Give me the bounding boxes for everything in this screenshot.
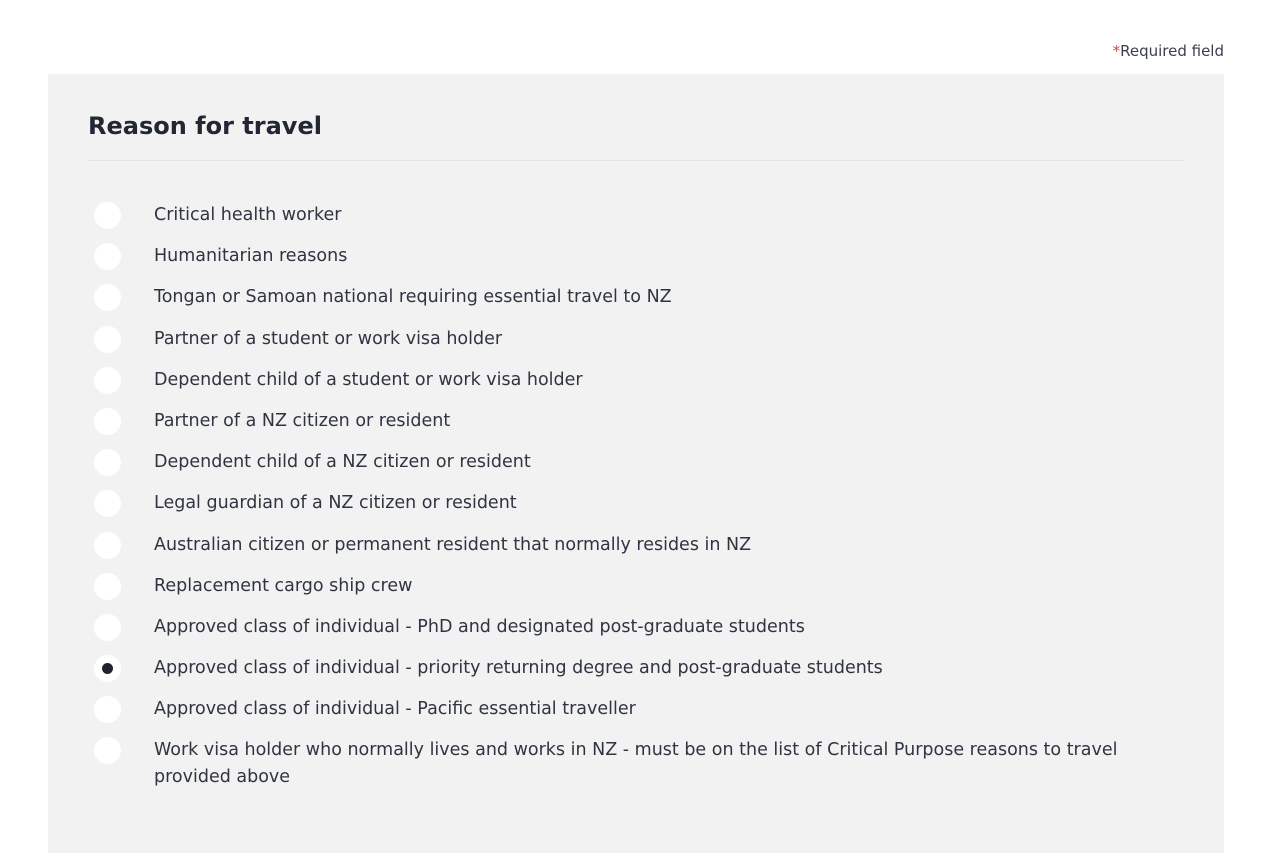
radio-option[interactable] bbox=[94, 236, 1164, 277]
radio-option[interactable] bbox=[94, 525, 1164, 566]
radio-button[interactable] bbox=[94, 449, 121, 476]
radio-button[interactable] bbox=[94, 532, 121, 559]
radio-option[interactable] bbox=[94, 442, 1164, 483]
radio-option[interactable] bbox=[94, 277, 1164, 318]
radio-option-label[interactable]: Replacement cargo ship crew bbox=[154, 575, 413, 596]
radio-button[interactable] bbox=[94, 243, 121, 270]
radio-option-label[interactable]: Approved class of individual - PhD and designated post-graduate students bbox=[154, 616, 805, 637]
radio-button[interactable] bbox=[94, 573, 121, 600]
radio-button[interactable] bbox=[94, 614, 121, 641]
radio-button[interactable] bbox=[94, 696, 121, 723]
radio-option[interactable] bbox=[94, 648, 1164, 689]
radio-option[interactable] bbox=[94, 566, 1164, 607]
radio-option-label[interactable]: Dependent child of a student or work visa holder bbox=[154, 369, 583, 390]
reason-for-travel-panel bbox=[48, 74, 1224, 853]
radio-option-label[interactable]: Critical health worker bbox=[154, 205, 342, 225]
radio-button[interactable] bbox=[94, 367, 121, 394]
radio-button[interactable] bbox=[94, 284, 121, 311]
radio-option[interactable] bbox=[94, 360, 1164, 401]
radio-button[interactable] bbox=[94, 408, 121, 435]
section-divider bbox=[88, 160, 1184, 161]
radio-option[interactable] bbox=[94, 401, 1164, 442]
radio-button[interactable] bbox=[94, 655, 121, 682]
radio-option-label[interactable]: Work visa holder who normally lives and works in NZ - must be on the list of Critical Purpose reasons to travel provided above bbox=[154, 740, 1118, 788]
radio-option-label[interactable]: Approved class of individual - Pacific essential traveller bbox=[154, 699, 636, 720]
required-field-note bbox=[1113, 42, 1224, 60]
required-asterisk: * bbox=[1112, 42, 1121, 60]
radio-option-label[interactable]: Dependent child of a NZ citizen or resident bbox=[154, 452, 531, 473]
radio-option-label[interactable]: Legal guardian of a NZ citizen or resident bbox=[154, 493, 517, 514]
radio-button[interactable] bbox=[94, 737, 121, 764]
radio-option[interactable] bbox=[94, 483, 1164, 524]
radio-option[interactable] bbox=[94, 689, 1164, 730]
radio-option-label[interactable]: Humanitarian reasons bbox=[154, 246, 348, 267]
radio-option-label[interactable]: Approved class of individual - priority returning degree and post-graduate students bbox=[154, 658, 883, 679]
radio-button[interactable] bbox=[94, 490, 121, 517]
radio-button[interactable] bbox=[94, 326, 121, 353]
radio-option[interactable] bbox=[94, 319, 1164, 360]
section-title: Reason for travel bbox=[88, 112, 322, 140]
reason-radio-group bbox=[94, 195, 1164, 791]
radio-option-label[interactable]: Partner of a student or work visa holder bbox=[154, 328, 503, 349]
radio-option[interactable] bbox=[94, 730, 1164, 791]
radio-option[interactable] bbox=[94, 195, 1164, 236]
radio-dot-icon bbox=[102, 663, 113, 674]
radio-button[interactable] bbox=[94, 202, 121, 229]
radio-option-label[interactable]: Tongan or Samoan national requiring essential travel to NZ bbox=[154, 287, 672, 308]
radio-option[interactable] bbox=[94, 607, 1164, 648]
radio-option-label[interactable]: Partner of a NZ citizen or resident bbox=[154, 410, 451, 431]
radio-option-label[interactable]: Australian citizen or permanent resident that normally resides in NZ bbox=[154, 534, 752, 555]
required-field-text: Required field bbox=[1120, 42, 1224, 60]
